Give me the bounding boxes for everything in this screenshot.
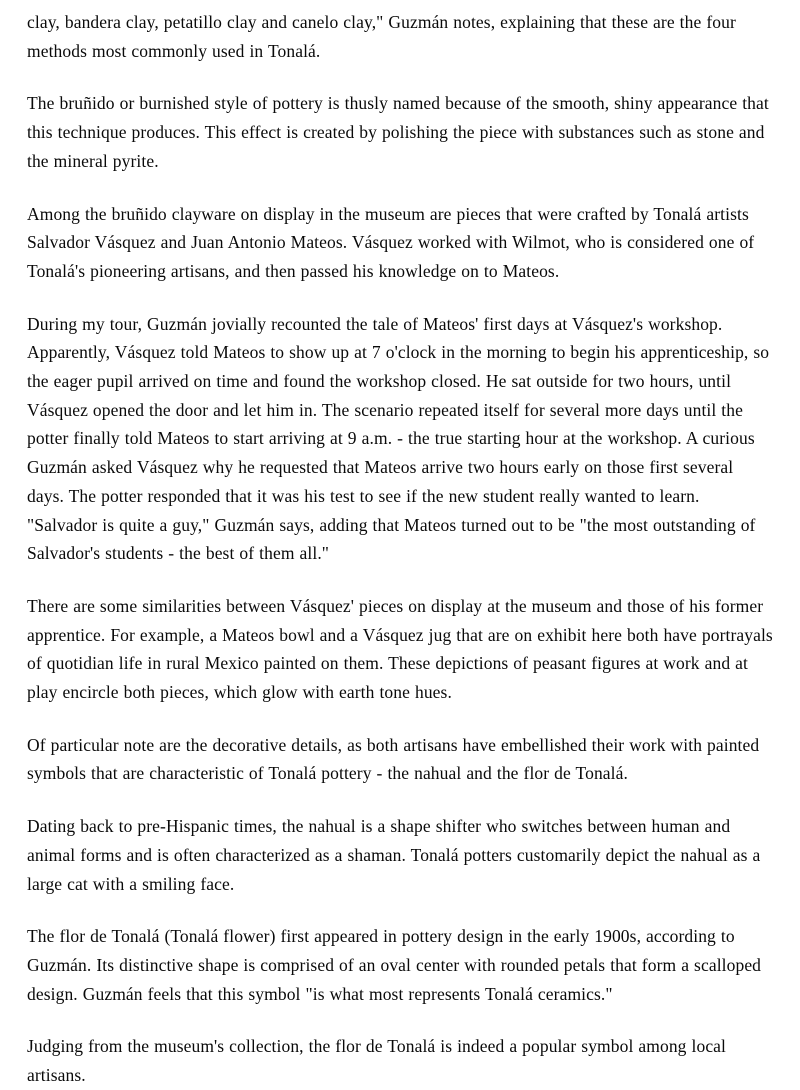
paragraph-workshop-tale: During my tour, Guzmán jovially recounted the tale of Mateos' first days at Vásquez's workshop. Apparently, Vásquez told Mateos to show up at 7 o'clock in the morning to begin his apprenticeship, so the eager pupil arrived on time and found the workshop closed. He sat outside for two hours, until Vásquez opened the door and let him in. The scenario repeated itself for several more days until the potter finally told Mateos to start arriving at 9 a.m. - the true starting hour at the workshop. A curious Guzmán asked Vásquez why he requested that Mateos arrive two hours early on those first several days. The potter responded that it was his test to see if the new student really wanted to learn. "Salvador is quite a guy," Guzmán says, adding that Mateos turned out to be "the most outstanding of Salvador's students - the best of them all." <box>27 313 770 564</box>
paragraph-nahual: Dating back to pre-Hispanic times, the nahual is a shape shifter who switches between human and animal forms and is often characterized as a shaman. Tonalá potters customarily depict the nahual as a large cat with a smiling face. <box>27 816 761 894</box>
paragraph-clay-methods: clay, bandera clay, petatillo clay and canelo clay," Guzmán notes, explaining that these are the four methods most commonly used in Tonalá. <box>27 12 736 61</box>
paragraph-museum-artists: Among the bruñido clayware on display in the museum are pieces that were crafted by Tonalá artists Salvador Vásquez and Juan Antonio Mateos. Vásquez worked with Wilmot, who is considered one of Tonalá's pioneering artisans, and then passed his knowledge on to Mateos. <box>27 203 755 281</box>
paragraph-decorative-details: Of particular note are the decorative details, as both artisans have embellished their work with painted symbols that are characteristic of Tonalá pottery - the nahual and the flor de Tonalá. <box>27 734 760 784</box>
paragraph-similarities: There are some similarities between Vásquez' pieces on display at the museum and those of his former apprentice. For example, a Mateos bowl and a Vásquez jug that are on exhibit here both have portrayals of quotidian life in rural Mexico painted on them. These depictions of peasant figures at work and at play encircle both pieces, which glow with earth tone hues. <box>27 595 773 703</box>
article-body <box>27 8 773 1090</box>
paragraph-brunido-style: The bruñido or burnished style of pottery is thusly named because of the smooth, shiny appearance that this technique produces. This effect is created by polishing the piece with substances such as stone and the mineral pyrite. <box>27 93 769 171</box>
paragraph-flor-de-tonala: The flor de Tonalá (Tonalá flower) first appeared in pottery design in the early 1900s, according to Guzmán. Its distinctive shape is comprised of an oval center with rounded petals that form a scalloped design. Guzmán feels that this symbol "is what most represents Tonalá ceramics." <box>27 926 762 1004</box>
paragraph-museum-collection: Judging from the museum's collection, the flor de Tonalá is indeed a popular symbol among local artisans. <box>27 1036 727 1086</box>
